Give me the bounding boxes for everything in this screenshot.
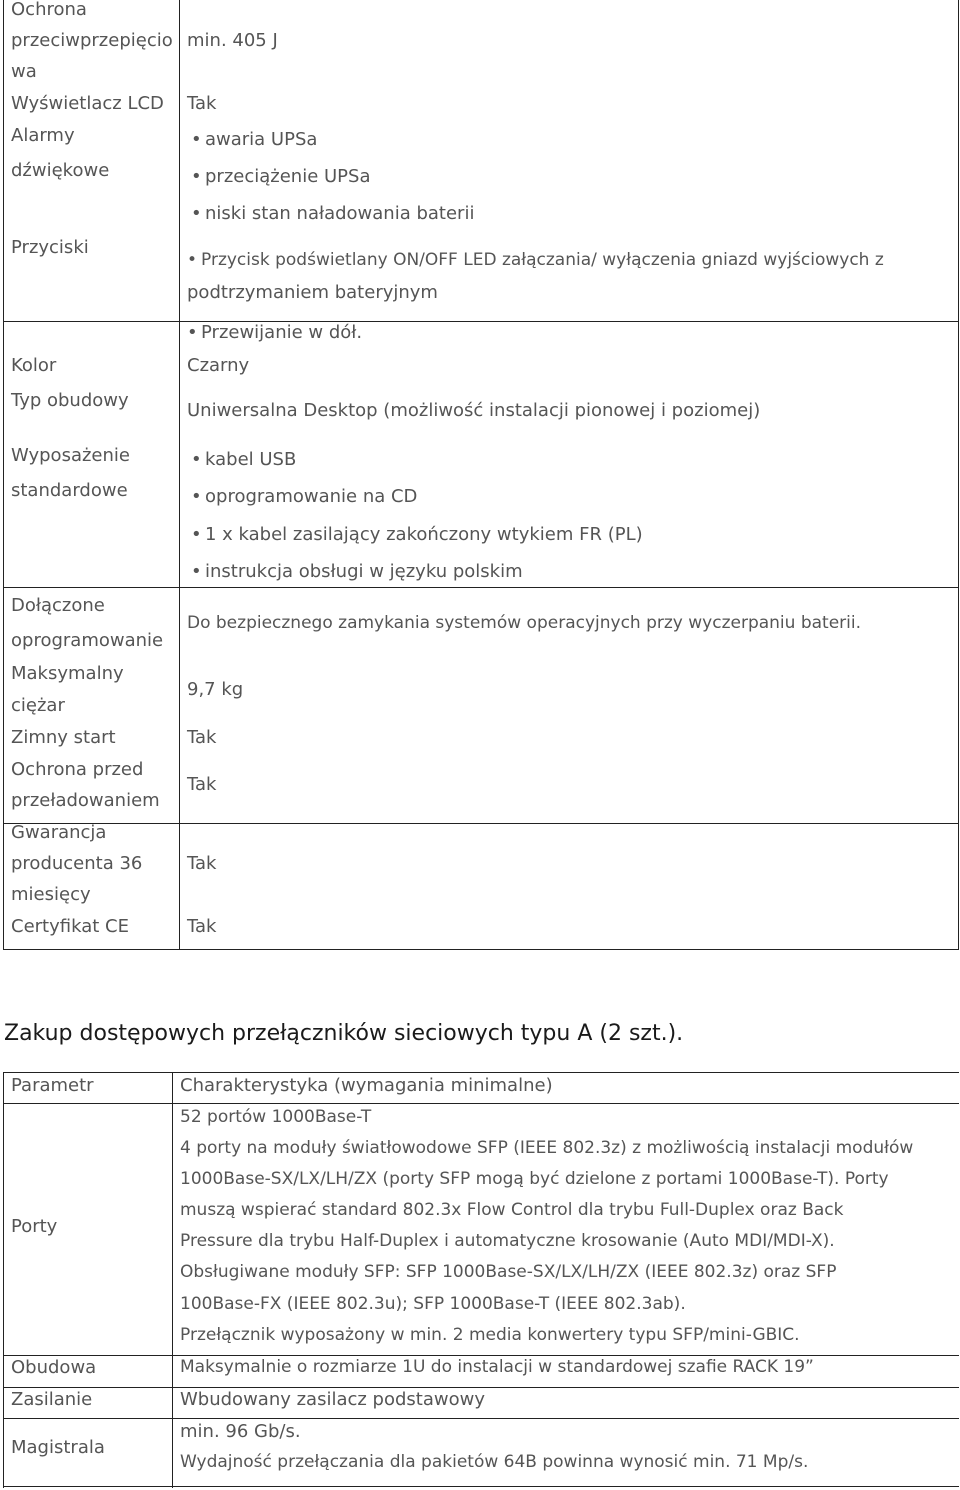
table2-row-label: Porty bbox=[11, 1216, 58, 1237]
row-value: 9,7 kg bbox=[187, 679, 244, 700]
bullet-item bbox=[187, 252, 884, 269]
table1-border-right bbox=[958, 0, 959, 950]
value-line: muszą wspierać standard 802.3x Flow Control dla trybu Full-Duplex oraz Back bbox=[180, 1200, 844, 1220]
table1-border-bottom bbox=[3, 949, 959, 950]
row-label: Gwarancja bbox=[11, 822, 107, 843]
value-line: Obsługiwane moduły SFP: SFP 1000Base-SX/LX/LH/ZX (IEEE 802.3z) oraz SFP bbox=[180, 1262, 837, 1282]
table2-row-label: Obudowa bbox=[11, 1357, 97, 1378]
bullet-item bbox=[191, 488, 417, 506]
row-value: Tak bbox=[187, 727, 217, 748]
value-line: Przełącznik wyposażony w min. 2 media konwertery typu SFP/mini-GBIC. bbox=[180, 1325, 800, 1345]
row-label: przeciwprzepięcio bbox=[11, 30, 173, 51]
row-label: ciężar bbox=[11, 695, 65, 716]
table2-header-characteristics: Charakterystyka (wymagania minimalne) bbox=[180, 1075, 553, 1096]
row-label: miesięcy bbox=[11, 884, 91, 905]
bullet-text: kabel USB bbox=[205, 449, 297, 470]
row-label: Przyciski bbox=[11, 237, 89, 258]
bullet-icon: • bbox=[191, 524, 202, 545]
row-label: dźwiękowe bbox=[11, 160, 110, 181]
bullet-icon: • bbox=[191, 129, 202, 150]
bullet-text: przeciążenie UPSa bbox=[205, 166, 371, 187]
row-label: Dołączone bbox=[11, 595, 105, 616]
row-label: oprogramowanie bbox=[11, 630, 164, 651]
value-line: min. 96 Gb/s. bbox=[180, 1421, 301, 1442]
table1-column-divider bbox=[179, 0, 180, 950]
value-line: Wbudowany zasilacz podstawowy bbox=[180, 1389, 485, 1410]
row-label: Certyfikat CE bbox=[11, 916, 129, 937]
value-line: 4 porty na moduły światłowodowe SFP (IEEE 802.3z) z możliwością instalacji modułów bbox=[180, 1138, 914, 1158]
row-label: Ochrona przed bbox=[11, 759, 144, 780]
table2-row-divider bbox=[3, 1387, 959, 1388]
bullet-text: niski stan naładowania baterii bbox=[205, 203, 475, 224]
row-value: Tak bbox=[187, 93, 217, 114]
bullet-item bbox=[191, 168, 371, 186]
value-line: 100Base-FX (IEEE 802.3u); SFP 1000Base-T (IEEE 802.3ab). bbox=[180, 1294, 686, 1314]
bullet-icon: • bbox=[191, 449, 202, 470]
row-value: Do bezpiecznego zamykania systemów operacyjnych przy wyczerpaniu baterii. bbox=[187, 613, 862, 633]
table2-header-divider bbox=[3, 1103, 959, 1104]
row-label: Ochrona bbox=[11, 0, 87, 20]
row-label: Alarmy bbox=[11, 125, 75, 146]
table2-row-divider bbox=[3, 1418, 959, 1419]
bullet-text: awaria UPSa bbox=[205, 129, 318, 150]
row-label: przeładowaniem bbox=[11, 790, 160, 811]
bullet-text: Przewijanie w dół. bbox=[201, 322, 363, 343]
value-line: 52 portów 1000Base-T bbox=[180, 1107, 372, 1127]
row-label: producenta 36 bbox=[11, 853, 143, 874]
table2-border-bottom bbox=[3, 1486, 959, 1487]
bullet-text: instrukcja obsługi w języku polskim bbox=[205, 561, 523, 582]
row-value: min. 405 J bbox=[187, 30, 278, 51]
row-label: Typ obudowy bbox=[11, 390, 129, 411]
table1-row-divider bbox=[3, 587, 959, 588]
bullet-item bbox=[191, 563, 523, 581]
table2-row-label: Magistrala bbox=[11, 1437, 105, 1458]
bullet-item bbox=[187, 324, 362, 342]
row-value: Tak bbox=[187, 774, 217, 795]
row-label: Wyposażenie bbox=[11, 445, 130, 466]
bullet-continuation: podtrzymaniem bateryjnym bbox=[187, 282, 438, 303]
bullet-item bbox=[191, 205, 474, 223]
row-label: standardowe bbox=[11, 480, 128, 501]
table1-border-left bbox=[3, 0, 4, 950]
bullet-icon: • bbox=[191, 561, 202, 582]
row-label: Kolor bbox=[11, 355, 57, 376]
row-value: Tak bbox=[187, 853, 217, 874]
row-value: Uniwersalna Desktop (możliwość instalacji pionowej i poziomej) bbox=[187, 400, 761, 421]
value-line: Wydajność przełączania dla pakietów 64B powinna wynosić min. 71 Mp/s. bbox=[180, 1452, 809, 1472]
table2-border-top bbox=[3, 1072, 959, 1073]
section-heading: Zakup dostępowych przełączników sieciowych typu A (2 szt.). bbox=[4, 1021, 684, 1046]
bullet-icon: • bbox=[187, 322, 198, 343]
table1-row-divider bbox=[3, 321, 959, 322]
value-line: Pressure dla trybu Half-Duplex i automatyczne krosowanie (Auto MDI/MDI-X). bbox=[180, 1231, 835, 1251]
row-label: wa bbox=[11, 61, 37, 82]
value-line: Maksymalnie o rozmiarze 1U do instalacji w standardowej szafie RACK 19” bbox=[180, 1357, 814, 1377]
table2-border-left bbox=[3, 1072, 4, 1488]
table2-header-parameter: Parametr bbox=[11, 1075, 94, 1096]
bullet-text: Przycisk podświetlany ON/OFF LED załączania/ wyłączenia gniazd wyjściowych z bbox=[201, 250, 884, 270]
bullet-text: oprogramowanie na CD bbox=[205, 486, 418, 507]
value-line: 1000Base-SX/LX/LH/ZX (porty SFP mogą być dzielone z portami 1000Base-T). Porty bbox=[180, 1169, 889, 1189]
bullet-item bbox=[191, 526, 643, 544]
bullet-item bbox=[191, 451, 296, 469]
row-label: Wyświetlacz LCD bbox=[11, 93, 164, 114]
row-value: Tak bbox=[187, 916, 217, 937]
table2-row-divider bbox=[3, 1355, 959, 1356]
bullet-icon: • bbox=[191, 166, 202, 187]
bullet-item bbox=[191, 131, 317, 149]
bullet-text: 1 x kabel zasilający zakończony wtykiem FR (PL) bbox=[205, 524, 643, 545]
table2-column-divider bbox=[172, 1072, 173, 1488]
row-label: Zimny start bbox=[11, 727, 116, 748]
table2-row-label: Zasilanie bbox=[11, 1389, 93, 1410]
row-value: Czarny bbox=[187, 355, 250, 376]
bullet-icon: • bbox=[187, 250, 198, 270]
table1-row-divider bbox=[3, 823, 959, 824]
row-label: Maksymalny bbox=[11, 663, 124, 684]
bullet-icon: • bbox=[191, 203, 202, 224]
bullet-icon: • bbox=[191, 486, 202, 507]
